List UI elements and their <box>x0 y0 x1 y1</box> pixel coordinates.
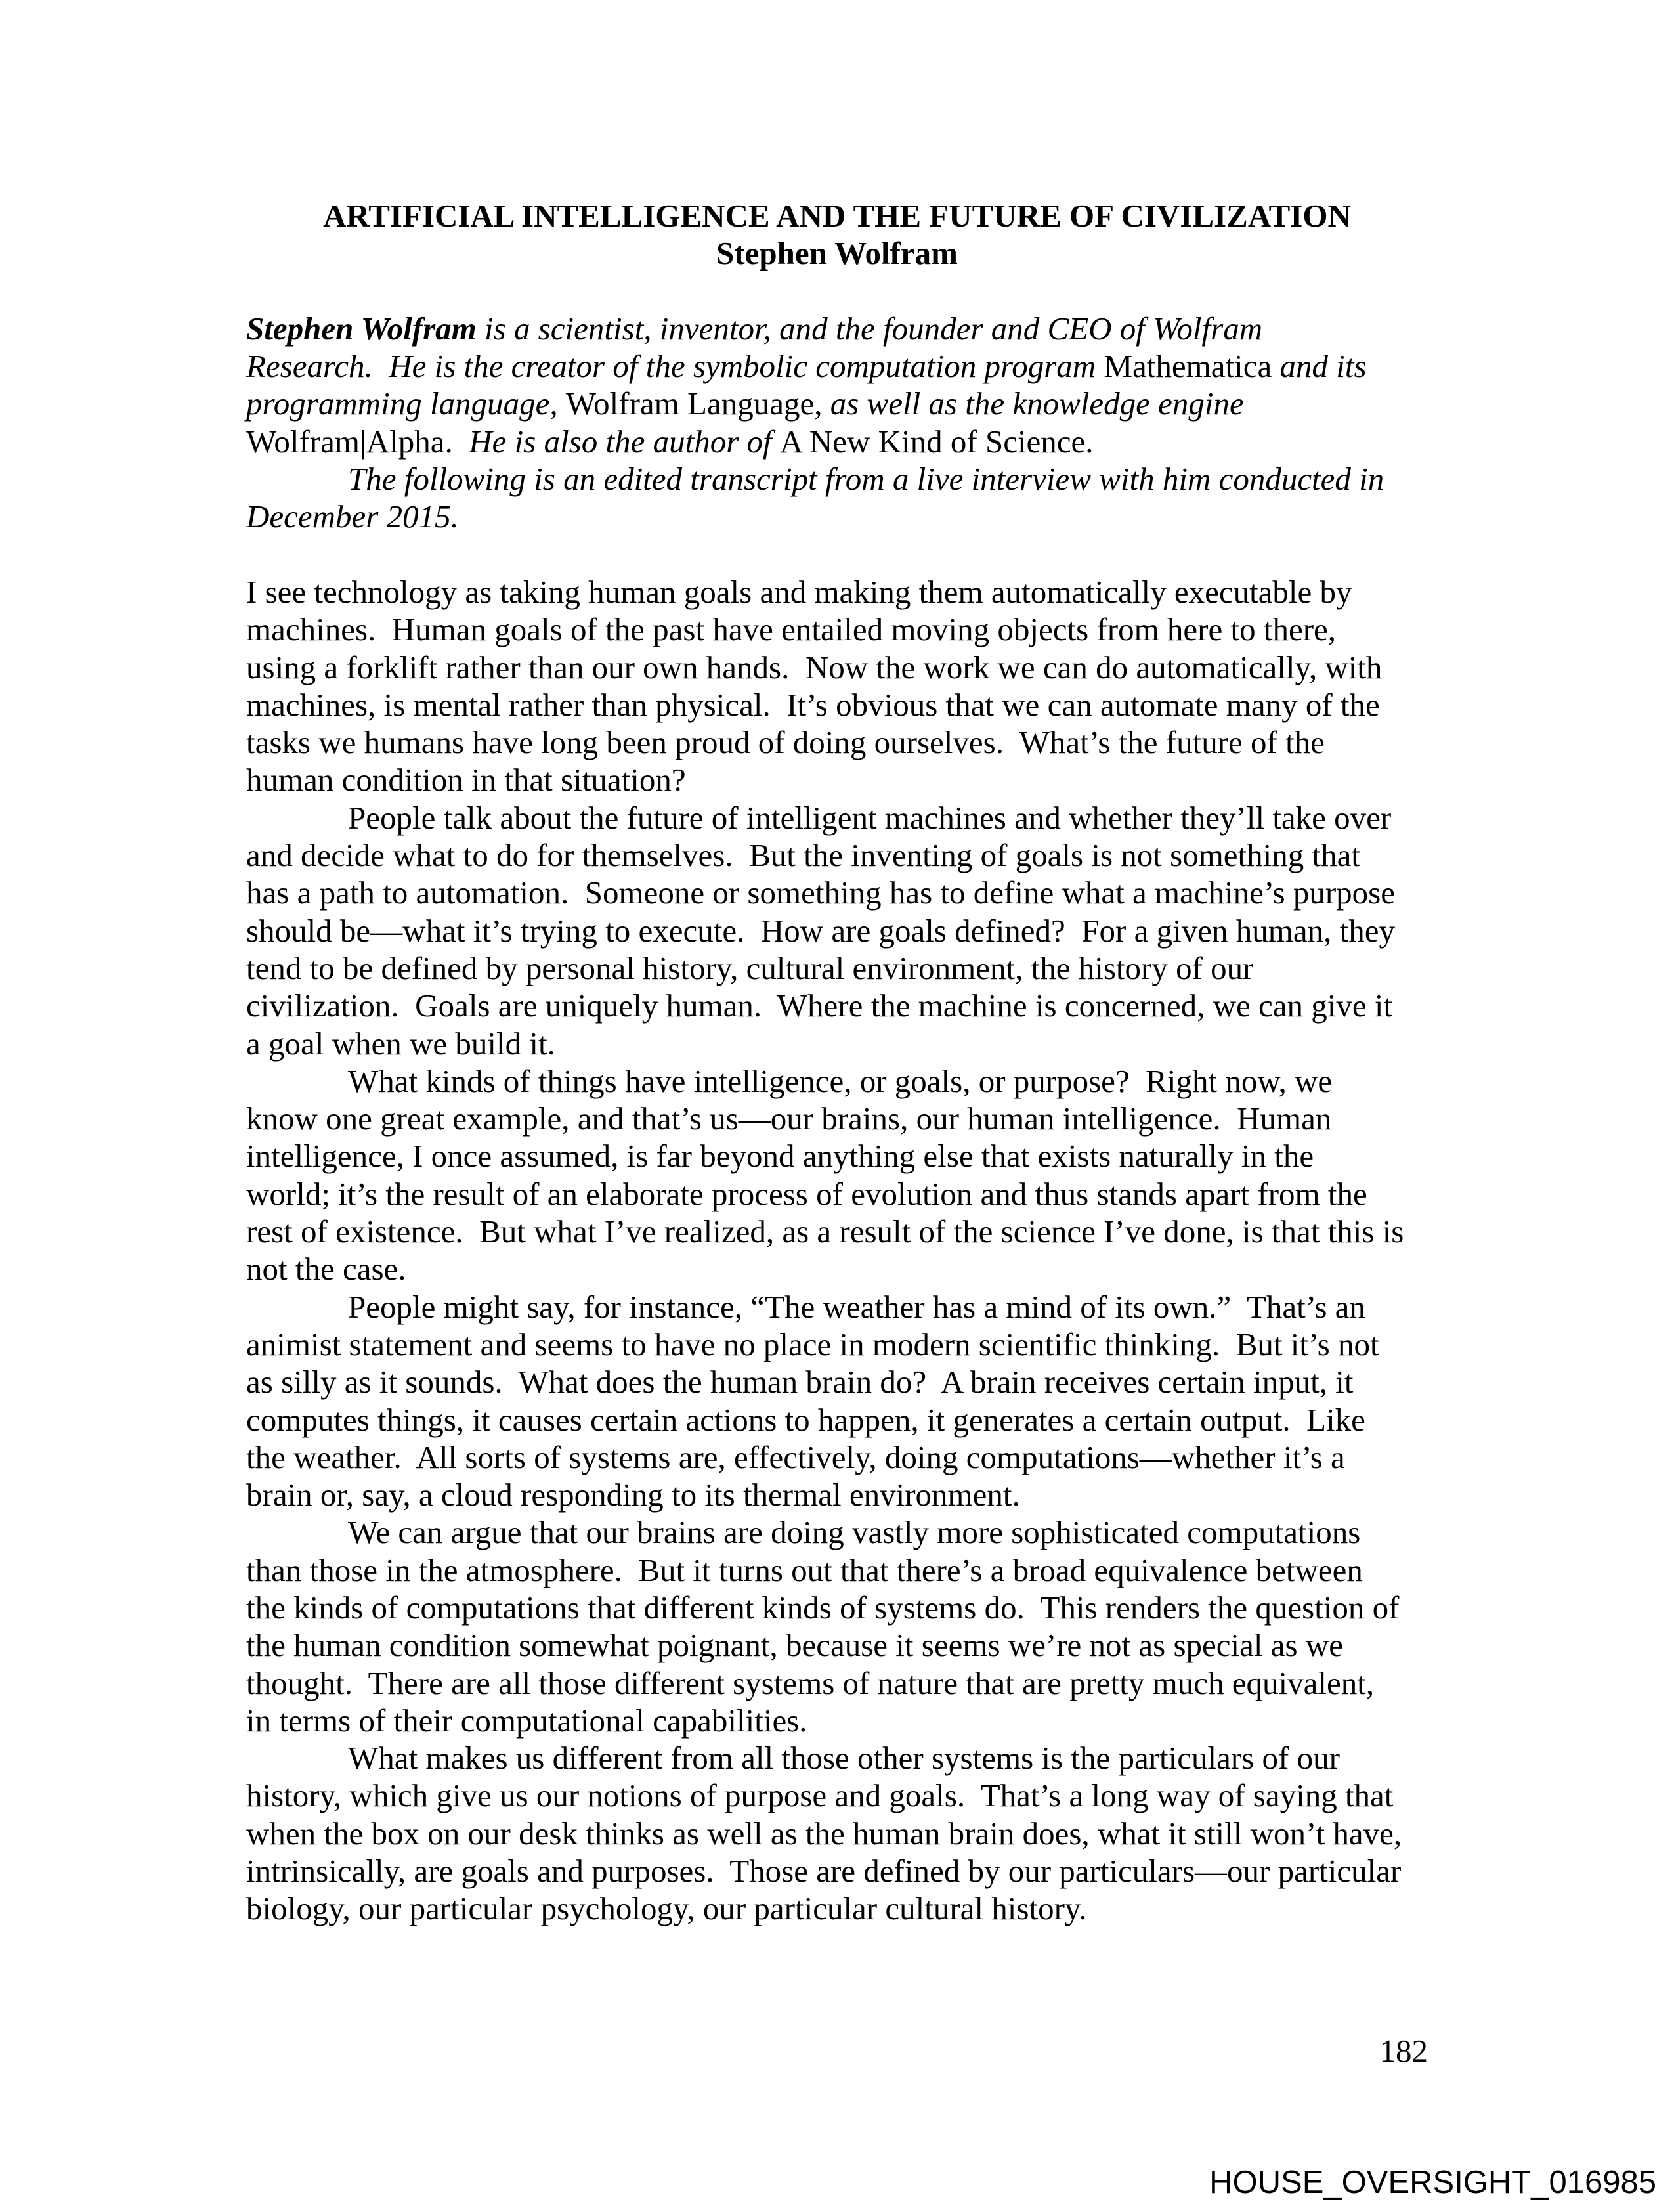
paragraph <box>246 1062 1428 1288</box>
text-line: People talk about the future of intelligent machines and whether they’ll take over <box>348 799 1392 836</box>
text-segment: and its <box>1272 348 1367 385</box>
text-line: We can argue that our brains are doing vastly more sophisticated computations <box>348 1514 1361 1551</box>
text-line: world; it’s the result of an elaborate process of evolution and thus stands apart from the <box>246 1175 1367 1212</box>
text-line: in terms of their computational capabilities. <box>246 1702 807 1739</box>
text-line: history, which give us our notions of purpose and goals. That’s a long way of saying that <box>246 1777 1394 1814</box>
text-segment: Wolfram|Alpha. <box>246 423 453 460</box>
blank-line <box>246 536 1428 573</box>
text-segment: as well as the knowledge engine <box>822 385 1244 422</box>
text-line: What makes us different from all those other systems is the particulars of our <box>348 1740 1340 1777</box>
text-segment: Stephen Wolfram <box>246 310 477 347</box>
bates-stamp: HOUSE_OVERSIGHT_016985 <box>1209 2165 1656 2200</box>
text-line: computes things, it causes certain actions to happen, it generates a certain output. Like <box>246 1401 1365 1438</box>
text-line: the weather. All sorts of systems are, effectively, doing computations—whether it’s a <box>246 1439 1345 1475</box>
text-segment: programming language, <box>246 385 566 422</box>
text-segment: He is also the author of <box>452 423 780 460</box>
text-line: tasks we humans have long been proud of doing ourselves. What’s the future of the <box>246 724 1325 761</box>
text-segment: December 2015. <box>246 498 459 535</box>
document-author-heading: Stephen Wolfram <box>716 235 958 272</box>
bio-line <box>246 347 1428 385</box>
transcript-body <box>246 573 1428 1928</box>
text-segment: Mathematica <box>1104 348 1272 385</box>
text-line: the kinds of computations that different kinds of systems do. This renders the question of <box>246 1589 1400 1626</box>
text-line: animist statement and seems to have no place in modern scientific thinking. But it’s not <box>246 1326 1379 1362</box>
text-segment: A New Kind of Science. <box>779 423 1094 460</box>
page-number: 182 <box>1379 2033 1428 2069</box>
text-line: and decide what to do for themselves. But the inventing of goals is not something that <box>246 837 1361 874</box>
text-line: intelligence, I once assumed, is far beyond anything else that exists naturally in the <box>246 1138 1314 1175</box>
text-line: not the case. <box>246 1251 406 1288</box>
bio-line <box>246 460 1428 498</box>
text-segment: The following is an edited transcript from a live interview with him conducted in <box>348 461 1384 498</box>
paragraph <box>246 1513 1428 1739</box>
text-line: know one great example, and that’s us—our brains, our human intelligence. Human <box>246 1100 1332 1137</box>
text-line: as silly as it sounds. What does the human brain do? A brain receives certain input, it <box>246 1364 1354 1400</box>
bio-line <box>246 385 1428 422</box>
text-line: machines. Human goals of the past have entailed moving objects from here to there, <box>246 611 1337 648</box>
text-line: civilization. Goals are uniquely human. Where the machine is concerned, we can give it <box>246 987 1393 1024</box>
text-line: when the box on our desk thinks as well as the human brain does, what it still won’t have, <box>246 1815 1402 1852</box>
page-content <box>246 197 1428 1928</box>
bio-line <box>246 310 1428 347</box>
bio-line <box>246 423 1428 460</box>
paragraph <box>246 1288 1428 1514</box>
text-line: What kinds of things have intelligence, or goals, or purpose? Right now, we <box>348 1062 1333 1099</box>
paragraph <box>246 799 1428 1062</box>
paragraph <box>246 573 1428 799</box>
text-line: has a path to automation. Someone or something has to define what a machine’s purpose <box>246 875 1395 911</box>
bio-paragraph <box>246 310 1428 536</box>
text-line: thought. There are all those different systems of nature that are pretty much equivalent, <box>246 1664 1375 1701</box>
text-line: brain or, say, a cloud responding to its thermal environment. <box>246 1477 1020 1513</box>
text-line: biology, our particular psychology, our particular cultural history. <box>246 1890 1087 1927</box>
text-line: People might say, for instance, “The weather has a mind of its own.” That’s an <box>348 1288 1365 1325</box>
text-line: machines, is mental rather than physical. It’s obvious that we can automate many of the <box>246 686 1380 723</box>
text-line: intrinsically, are goals and purposes. Those are defined by our particulars—our particular <box>246 1853 1402 1890</box>
text-line: rest of existence. But what I’ve realized, as a result of the science I’ve done, is that this is <box>246 1213 1404 1250</box>
text-line: human condition in that situation? <box>246 762 686 798</box>
text-line: the human condition somewhat poignant, because it seems we’re not as special as we <box>246 1627 1343 1664</box>
text-line: tend to be defined by personal history, cultural environment, the history of our <box>246 949 1254 986</box>
text-line: should be—what it’s trying to execute. How are goals defined? For a given human, they <box>246 912 1395 949</box>
paragraph <box>246 1739 1428 1927</box>
text-line: using a forklift rather than our own hands. Now the work we can do automatically, with <box>246 649 1383 685</box>
text-line: a goal when we build it. <box>246 1025 555 1062</box>
document-title: ARTIFICIAL INTELLIGENCE AND THE FUTURE OF CIVILIZATION <box>323 198 1351 234</box>
text-segment: Wolfram Language, <box>565 385 823 422</box>
text-segment: is a scientist, inventor, and the founder and CEO of Wolfram <box>476 310 1263 347</box>
text-segment: Research. He is the creator of the symbolic computation program <box>246 348 1104 385</box>
blank-line <box>246 272 1428 310</box>
bio-line <box>246 498 1428 535</box>
text-line: than those in the atmosphere. But it turns out that there’s a broad equivalence between <box>246 1551 1363 1588</box>
text-line: I see technology as taking human goals and making them automatically executable by <box>246 573 1352 610</box>
